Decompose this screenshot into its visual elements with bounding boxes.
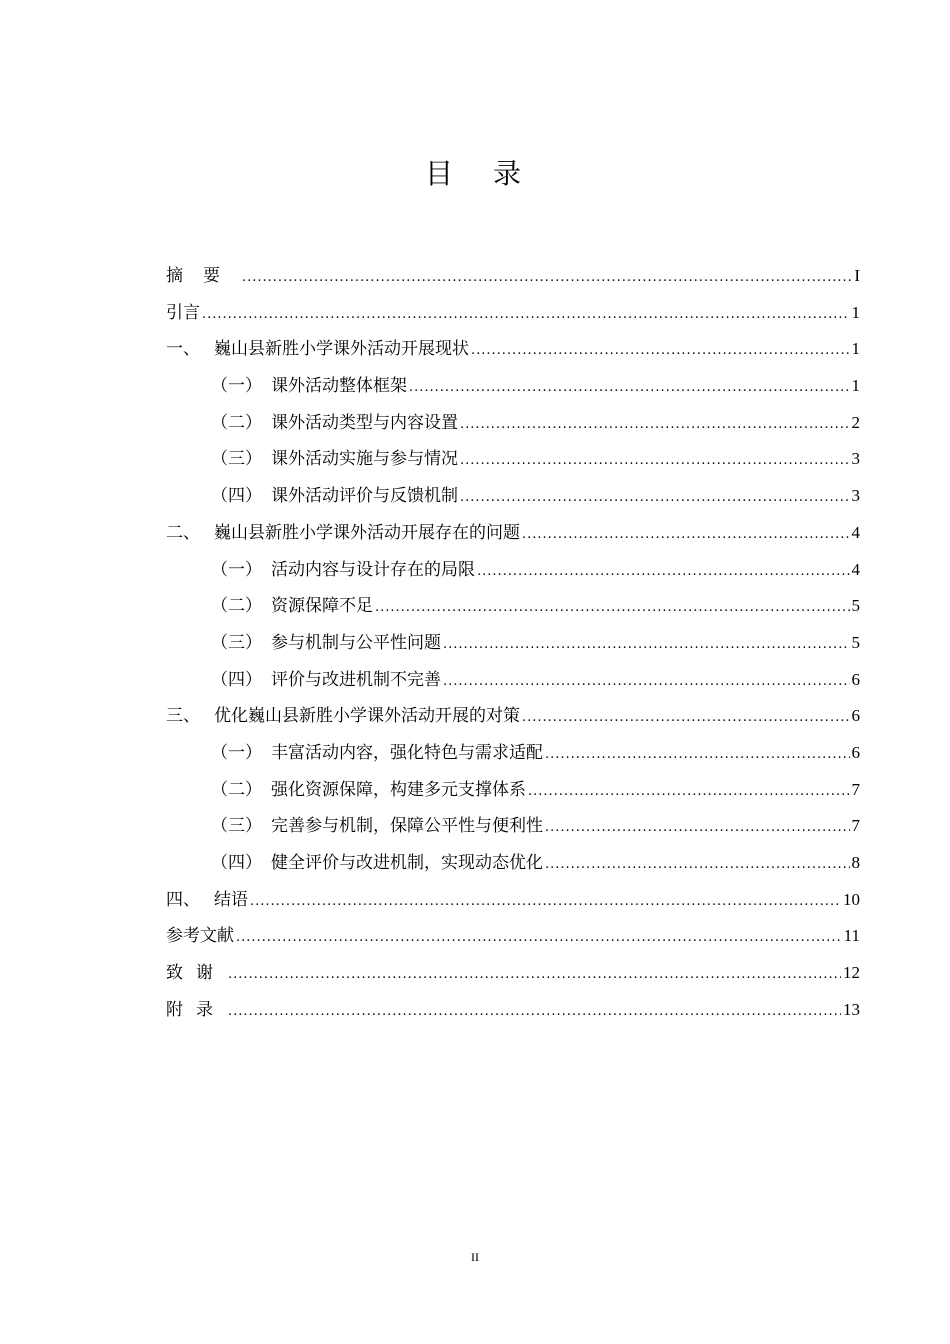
toc-entry[interactable] bbox=[166, 552, 860, 589]
toc-entry-number: （三） bbox=[211, 449, 262, 470]
toc-entry-number: （四） bbox=[211, 486, 262, 507]
toc-entry[interactable] bbox=[166, 735, 860, 772]
toc-entry-label bbox=[166, 918, 234, 955]
toc-dot-leader bbox=[460, 407, 850, 444]
toc-entry-title: 资源保障不足 bbox=[271, 596, 373, 617]
toc-entry-page-number: 8 bbox=[851, 853, 860, 872]
toc-dot-leader bbox=[545, 810, 850, 847]
toc-entry[interactable] bbox=[166, 955, 860, 992]
toc-entry-title: 参考文献 bbox=[166, 926, 234, 947]
toc-entry[interactable] bbox=[166, 698, 860, 735]
toc-entry-number: （一） bbox=[211, 742, 262, 763]
toc-dot-leader bbox=[375, 590, 850, 627]
toc-entry-number: 三、 bbox=[166, 706, 200, 727]
toc-entry-label bbox=[211, 772, 526, 809]
toc-dot-leader bbox=[545, 847, 850, 884]
toc-dot-leader bbox=[522, 517, 850, 554]
toc-entry-page-number: 7 bbox=[851, 779, 860, 799]
toc-entry-page-number: 4 bbox=[851, 559, 860, 579]
toc-entry-page-number: 13 bbox=[843, 999, 860, 1019]
toc-entry-title: 巍山县新胜小学课外活动开展存在的问题 bbox=[214, 522, 520, 543]
toc-entry[interactable] bbox=[166, 441, 860, 478]
toc-entry-page-number: 3 bbox=[851, 449, 860, 469]
toc-entry-title: 健全评价与改进机制，实现动态优化 bbox=[271, 853, 543, 873]
toc-entry-title: 评价与改进机制不完善 bbox=[271, 669, 441, 690]
toc-entry[interactable] bbox=[166, 258, 860, 295]
toc-entry-label bbox=[166, 331, 469, 368]
toc-dot-leader bbox=[477, 554, 850, 591]
toc-entry[interactable] bbox=[166, 368, 860, 405]
toc-entry-label bbox=[211, 588, 373, 625]
toc-entry-number: （一） bbox=[211, 559, 262, 580]
toc-entry-page-number: 5 bbox=[851, 632, 860, 652]
toc-entry[interactable] bbox=[166, 405, 860, 442]
toc-entry-label bbox=[166, 295, 200, 332]
toc-dot-leader bbox=[443, 664, 850, 701]
toc-entry-title: 完善参与机制，保障公平性与便利性 bbox=[271, 816, 543, 837]
toc-entry-label bbox=[211, 845, 543, 882]
toc-entry-label bbox=[211, 368, 407, 405]
toc-entry-title: 附录 bbox=[166, 999, 226, 1020]
toc-entry-label bbox=[166, 698, 520, 735]
toc-entry-label bbox=[211, 552, 475, 589]
toc-dot-leader bbox=[202, 297, 850, 334]
toc-entry-title: 致谢 bbox=[166, 963, 226, 984]
toc-dot-leader bbox=[443, 627, 850, 664]
toc-entry[interactable] bbox=[166, 331, 860, 368]
toc-entry-page-number: 12 bbox=[843, 963, 860, 983]
toc-entry-page-number: 1 bbox=[851, 339, 860, 359]
toc-entry-title: 活动内容与设计存在的局限 bbox=[271, 559, 475, 580]
toc-entry-page-number: 1 bbox=[851, 376, 860, 396]
toc-dot-leader bbox=[522, 700, 850, 737]
toc-entry[interactable] bbox=[166, 625, 860, 662]
toc-dot-leader bbox=[460, 480, 850, 517]
toc-entry-page-number: 10 bbox=[843, 889, 860, 909]
toc-entry-number: 一、 bbox=[166, 339, 200, 360]
toc-entry-title: 课外活动实施与参与情况 bbox=[271, 449, 458, 470]
toc-dot-leader bbox=[250, 884, 841, 921]
toc-entry[interactable] bbox=[166, 662, 860, 699]
toc-entry-title: 课外活动评价与反馈机制 bbox=[271, 486, 458, 507]
toc-dot-leader bbox=[528, 774, 850, 811]
toc-entry[interactable] bbox=[166, 882, 860, 919]
toc-entry-label bbox=[211, 735, 543, 772]
toc-entry-title: 巍山县新胜小学课外活动开展现状 bbox=[214, 339, 469, 360]
toc-entry-page-number: 6 bbox=[851, 669, 860, 689]
toc-dot-leader bbox=[471, 333, 850, 370]
toc-entry-title: 强化资源保障，构建多元支撑体系 bbox=[271, 779, 526, 800]
toc-dot-leader bbox=[228, 957, 841, 994]
toc-entry[interactable] bbox=[166, 478, 860, 515]
toc-entry-page-number: 4 bbox=[851, 522, 860, 542]
toc-entry-number: （二） bbox=[211, 412, 262, 433]
toc-entry-title: 结语 bbox=[214, 889, 248, 910]
toc-entry-label bbox=[211, 441, 458, 478]
toc-entry[interactable] bbox=[166, 588, 860, 625]
toc-entry-title: 课外活动整体框架 bbox=[271, 376, 407, 397]
toc-entry-number: （三） bbox=[211, 632, 262, 653]
page-number-footer: II bbox=[471, 1250, 479, 1264]
toc-entry-number: 二、 bbox=[166, 522, 200, 543]
toc-entry[interactable] bbox=[166, 845, 860, 882]
table-of-contents bbox=[166, 258, 860, 1028]
toc-entry-number: （四） bbox=[211, 853, 262, 873]
toc-entry-page-number: 7 bbox=[851, 816, 860, 836]
toc-entry-title: 参与机制与公平性问题 bbox=[271, 632, 441, 653]
toc-entry-number: （二） bbox=[211, 596, 262, 617]
toc-entry-page-number: 2 bbox=[851, 412, 860, 432]
toc-dot-leader bbox=[545, 737, 850, 774]
toc-dot-leader bbox=[236, 920, 842, 957]
toc-entry-label bbox=[166, 955, 226, 992]
toc-entry-page-number: 1 bbox=[851, 302, 860, 322]
toc-entry[interactable] bbox=[166, 515, 860, 552]
toc-entry[interactable] bbox=[166, 772, 860, 809]
toc-entry-label bbox=[166, 992, 226, 1029]
toc-entry-title: 引言 bbox=[166, 302, 200, 323]
toc-entry-title: 摘要 bbox=[166, 266, 240, 286]
toc-dot-leader bbox=[409, 370, 850, 407]
toc-entry-label bbox=[211, 808, 543, 845]
toc-entry-label bbox=[211, 478, 458, 515]
toc-entry-label bbox=[211, 625, 441, 662]
toc-entry-page-number: 6 bbox=[851, 742, 860, 762]
toc-entry-page-number: I bbox=[854, 266, 860, 285]
toc-entry[interactable] bbox=[166, 992, 860, 1029]
toc-entry-number: 四、 bbox=[166, 889, 200, 910]
toc-dot-leader bbox=[228, 994, 841, 1031]
toc-entry-title: 优化巍山县新胜小学课外活动开展的对策 bbox=[214, 706, 520, 727]
toc-entry[interactable] bbox=[166, 295, 860, 332]
toc-entry-page-number: 11 bbox=[843, 926, 860, 946]
toc-entry-title: 课外活动类型与内容设置 bbox=[271, 412, 458, 433]
toc-entry-page-number: 5 bbox=[851, 596, 860, 616]
toc-dot-leader bbox=[242, 260, 852, 297]
toc-entry-number: （一） bbox=[211, 376, 262, 397]
toc-entry-label bbox=[166, 258, 240, 295]
toc-entry-label bbox=[211, 405, 458, 442]
page-title: 目录 bbox=[424, 157, 561, 190]
toc-entry-page-number: 6 bbox=[851, 706, 860, 726]
toc-entry-number: （四） bbox=[211, 669, 262, 690]
toc-dot-leader bbox=[460, 443, 850, 480]
toc-entry-label bbox=[166, 515, 520, 552]
toc-entry-label bbox=[166, 882, 248, 919]
toc-entry-label bbox=[211, 662, 441, 699]
toc-entry-number: （二） bbox=[211, 779, 262, 800]
toc-entry-title: 丰富活动内容，强化特色与需求适配 bbox=[271, 742, 543, 763]
toc-entry-page-number: 3 bbox=[851, 486, 860, 506]
toc-entry[interactable] bbox=[166, 808, 860, 845]
toc-entry-number: （三） bbox=[211, 816, 262, 837]
toc-entry[interactable] bbox=[166, 918, 860, 955]
